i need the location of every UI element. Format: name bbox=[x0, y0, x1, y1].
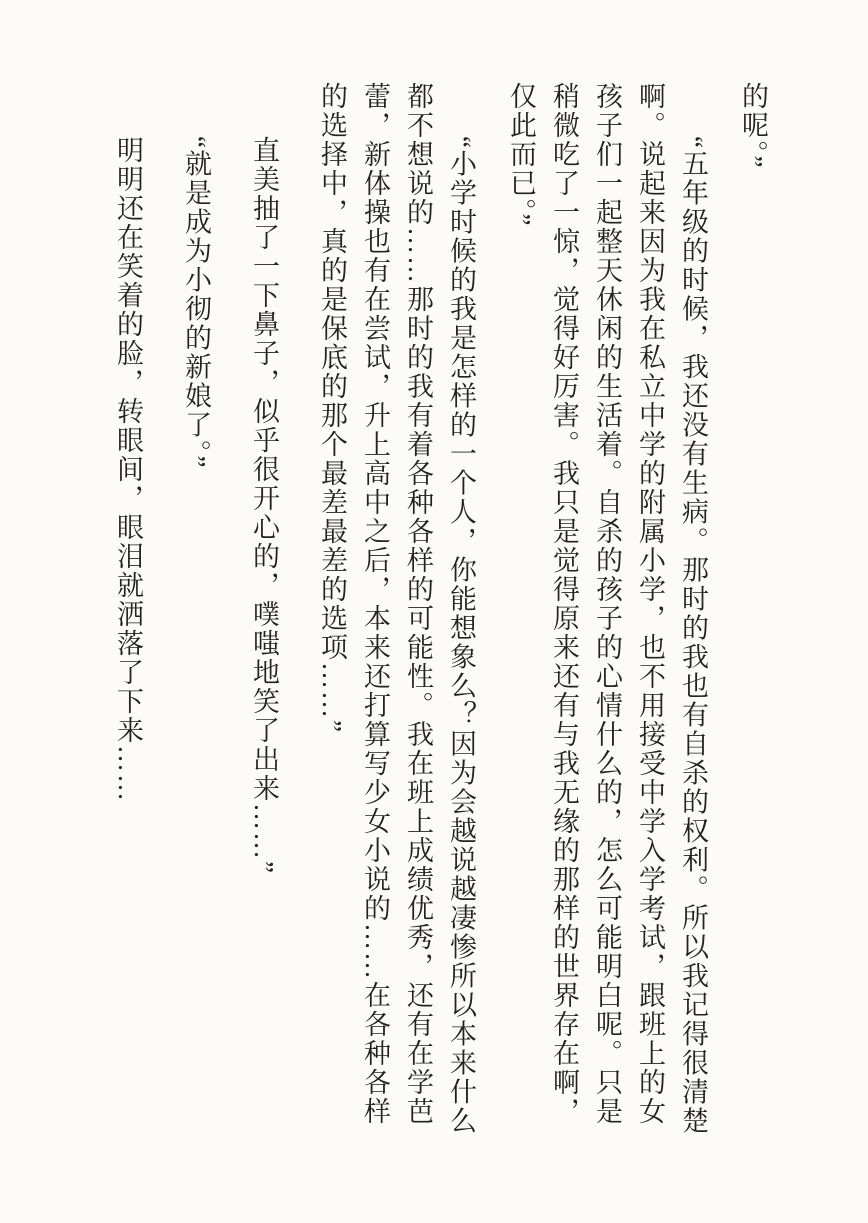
paragraph-dialogue-2: “小学时候的我是怎样的一个人，你能想象么？因为会越说越凄惨所以本来什么都不想说的……那时的我有着各种各样的可能性。我在班上成绩优秀，还有在学芭蕾，新体操也有在尝试，升上高中之后，本来还打算写少女小说的……在各种各样的选择中，真的是保底的那个最差最差的选项……” bbox=[317, 82, 476, 1136]
vertical-text-area bbox=[106, 82, 774, 1144]
paragraph-dialogue-1: “五年级的时候，我还没有生病。那时的我也有自杀的权利。所以我记得很清楚啊。说起来因为我在私立中学的附属小学，也不用接受中学入学考试，跟班上的女孩子们一起整天休闲的生活着。自杀的孩子的心情什么的，怎么可能明白呢。只是稍微吃了一惊，觉得好厉害。我只是觉得原来还有与我无缘的那样的世界存在啊，仅此而已。” bbox=[506, 82, 708, 1136]
paragraph-narration-1: 直美抽了一下鼻子，似乎很开心的，噗嗤地笑了出来……” bbox=[249, 136, 279, 875]
paragraph-dialogue-3: “就是成为小彻的新娘了。” bbox=[181, 136, 211, 470]
paragraph-narration-2: 明明还在笑着的脸，转眼间，眼泪就洒落了下来…… bbox=[113, 136, 143, 803]
paragraph-continuation: 的呢。” bbox=[738, 82, 768, 170]
